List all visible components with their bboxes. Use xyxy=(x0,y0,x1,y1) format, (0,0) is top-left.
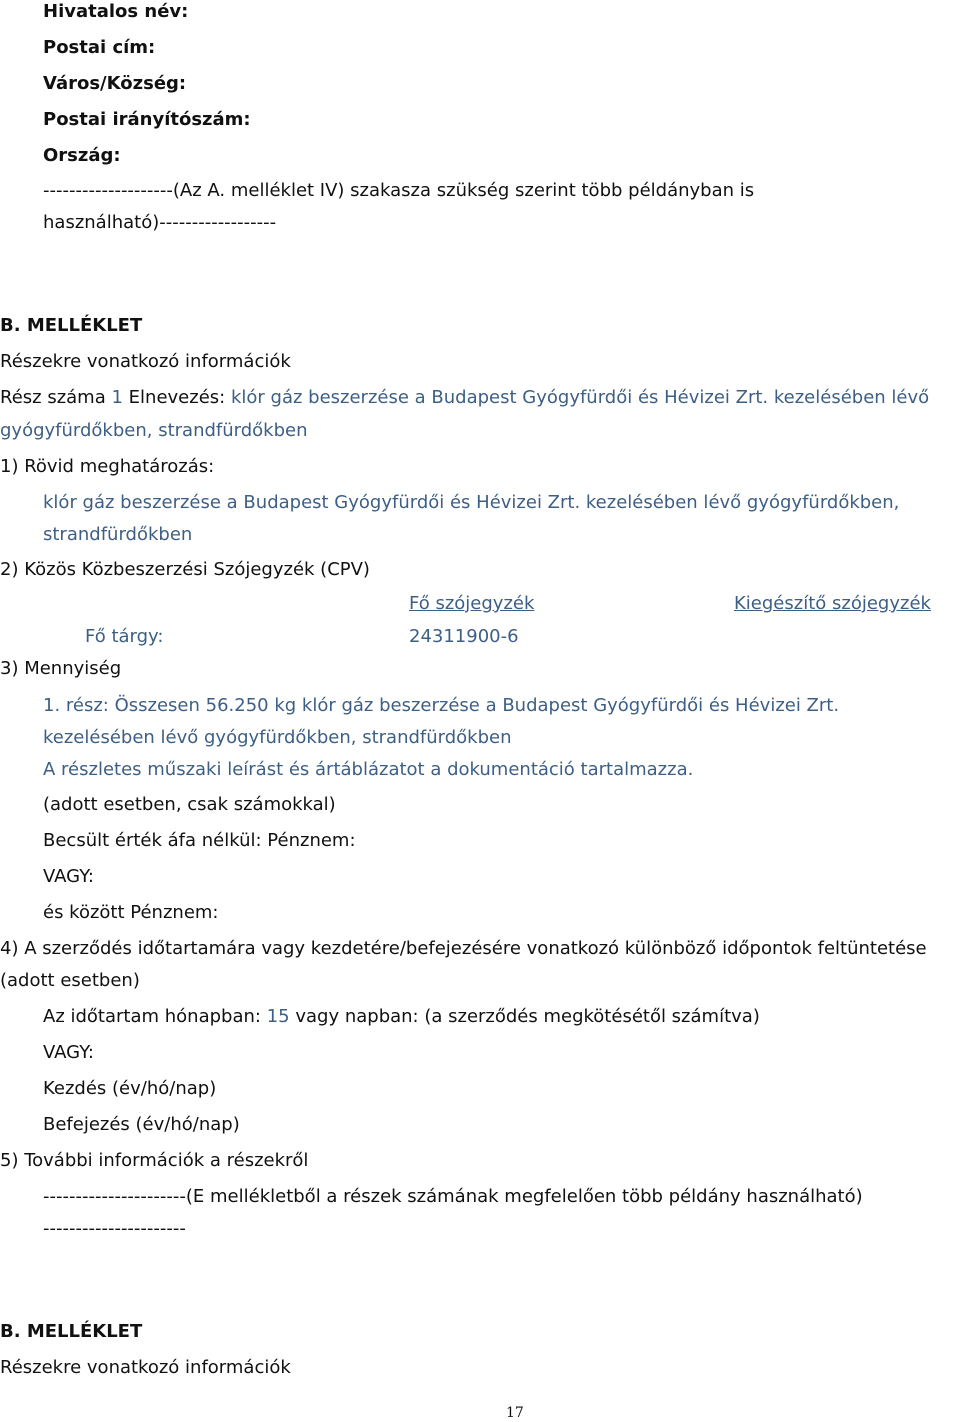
address-note-line1: --------------------(Az A. melléklet IV) szakasza szükség szerint több példányban is xyxy=(43,180,755,201)
cpv-label: 2) Közös Közbeszerzési Szójegyzék (CPV) xyxy=(0,559,370,580)
name-label: Elnevezés: xyxy=(128,387,226,408)
quantity-text-detail: A részletes műszaki leírást és ártáblázatot a dokumentáció tartalmazza. xyxy=(43,759,694,780)
duration-line xyxy=(43,1005,760,1029)
annex-title: B. MELLÉKLET xyxy=(0,315,143,336)
quantity-label: 3) Mennyiség xyxy=(0,658,122,679)
postal-address-label: Postai cím: xyxy=(43,37,156,58)
cpv-main-subject-code: 24311900-6 xyxy=(409,626,519,647)
city-label: Város/Község: xyxy=(43,73,187,94)
part-number-value: 1 xyxy=(111,387,123,408)
short-description-label: 1) Rövid meghatározás: xyxy=(0,456,215,477)
quantity-text-cont: kezelésében lévő gyógyfürdőkben, strandfürdőkben xyxy=(43,727,512,748)
official-name-label: Hivatalos név: xyxy=(43,1,189,22)
annex-subtitle-2: Részekre vonatkozó információk xyxy=(0,1357,291,1378)
short-description-value: klór gáz beszerzése a Budapest Gyógyfürdői és Hévizei Zrt. kezelésében lévő gyógyfürdőkben, xyxy=(43,492,900,513)
cpv-supplementary-header: Kiegészítő szójegyzék xyxy=(734,593,931,614)
annex-subtitle: Részekre vonatkozó információk xyxy=(0,351,291,372)
or-label-2: VAGY: xyxy=(43,1042,94,1063)
duration-heading-cont: (adott esetben) xyxy=(0,970,140,991)
cpv-main-subject-label: Fő tárgy: xyxy=(85,626,164,647)
start-date-label: Kezdés (év/hó/nap) xyxy=(43,1078,217,1099)
annex-title-2: B. MELLÉKLET xyxy=(0,1321,143,1342)
duration-heading: 4) A szerződés időtartamára vagy kezdetére/befejezésére vonatkozó különböző időpontok feltüntetése xyxy=(0,938,927,959)
if-applicable-note: (adott esetben, csak számokkal) xyxy=(43,794,336,815)
country-label: Ország: xyxy=(43,145,121,166)
name-value: klór gáz beszerzése a Budapest Gyógyfürdői és Hévizei Zrt. kezelésében lévő xyxy=(230,387,930,408)
part-number-line xyxy=(0,386,929,410)
duration-months-value: 15 xyxy=(266,1006,290,1027)
estimated-value-label: Becsült érték áfa nélkül: Pénznem: xyxy=(43,830,356,851)
postal-code-label: Postai irányítószám: xyxy=(43,109,251,130)
or-label: VAGY: xyxy=(43,866,94,887)
address-note-line2: használható)------------------ xyxy=(43,212,277,233)
cpv-main-header: Fő szójegyzék xyxy=(409,593,535,614)
quantity-text: 1. rész: Összesen 56.250 kg klór gáz beszerzése a Budapest Gyógyfürdői és Hévizei Zrt. xyxy=(43,695,840,716)
end-date-label: Befejezés (év/hó/nap) xyxy=(43,1114,240,1135)
between-currency-label: és között Pénznem: xyxy=(43,902,219,923)
more-info-label: 5) További információk a részekről xyxy=(0,1150,309,1171)
name-value-cont: gyógyfürdőkben, strandfürdőkben xyxy=(0,420,308,441)
page-number: 17 xyxy=(506,1405,524,1421)
short-description-value-cont: strandfürdőkben xyxy=(43,524,193,545)
duration-days-label: vagy napban: (a szerződés megkötésétől számítva) xyxy=(295,1006,760,1027)
separator-note: ----------------------(E mellékletből a részek számának megfelelően több példány használható) xyxy=(43,1186,863,1207)
separator-note-cont: ---------------------- xyxy=(43,1218,186,1239)
duration-months-label: Az időtartam hónapban: xyxy=(43,1006,261,1027)
part-number-label: Rész száma xyxy=(0,387,106,408)
